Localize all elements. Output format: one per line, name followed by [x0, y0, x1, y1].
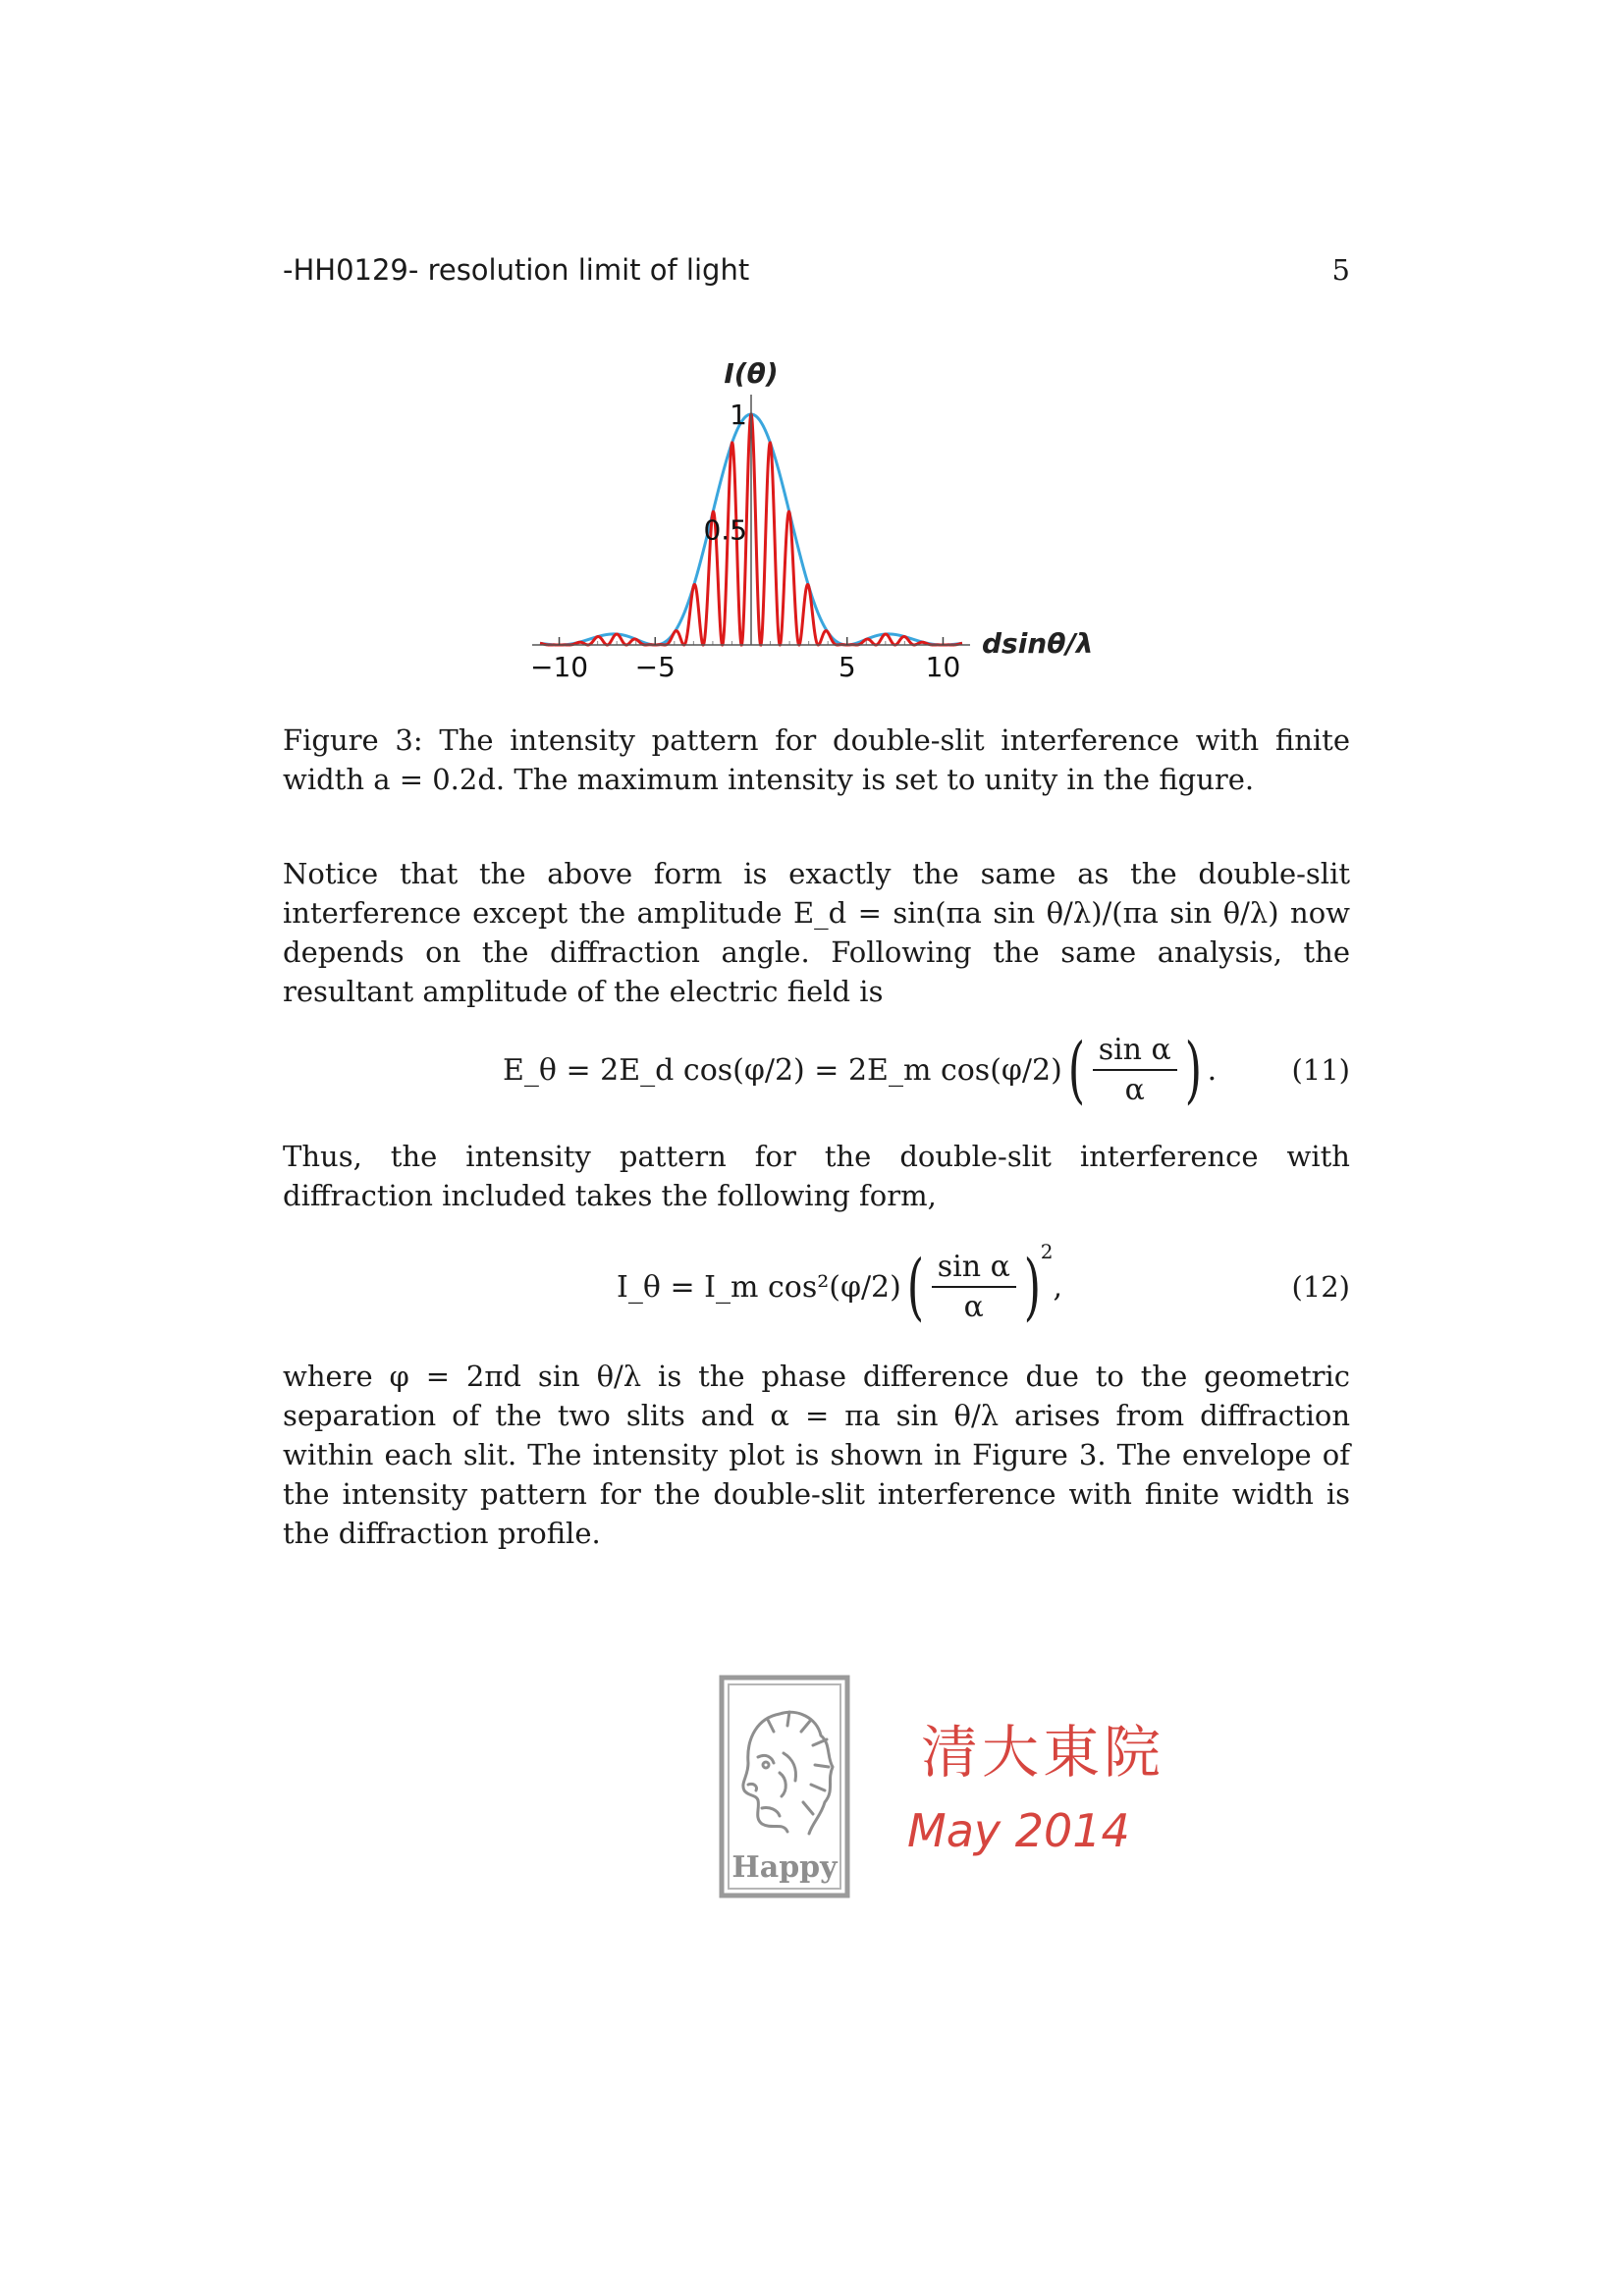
page-number: 5	[1331, 253, 1350, 287]
x-tick-labels	[530, 651, 960, 683]
fraction-denominator: α	[963, 1290, 984, 1324]
y-axis-label: I(θ)	[724, 357, 779, 390]
happy-stamp	[719, 1675, 850, 1898]
equation-12-lhs: I_θ = I_m cos²(φ/2)	[617, 1269, 901, 1305]
equation-11	[283, 1026, 1350, 1114]
fraction-numerator: sin α	[932, 1250, 1016, 1288]
paragraph-2: Thus, the intensity pattern for the double-slit interference with diffraction included takes the following form,	[283, 1140, 1350, 1212]
y-tick-label: 1	[730, 399, 747, 431]
equation-12-power: 2	[1040, 1240, 1054, 1263]
figure-caption: Figure 3: The intensity pattern for double-slit interference with finite width a = 0.2d. The maximum intensity is set to unity in the figure.	[283, 723, 1350, 796]
paragraph-3: where φ = 2πd sin θ/λ is the phase difference due to the geometric separation of the two slits and α = πa sin θ/λ arises from diffraction within each slit. The intensity plot is shown in Figure 3. The envelope of the intensity pattern for the double-slit interference with finite width is the diffraction profile.	[283, 1360, 1350, 1550]
equation-11-body	[503, 1026, 1217, 1114]
equation-12-body	[617, 1240, 1062, 1331]
equation-11-number: (11)	[1291, 1053, 1350, 1087]
signature-line-2: May 2014	[907, 1804, 1130, 1857]
stamp-text: Happy	[731, 1850, 838, 1885]
equation-12-number: (12)	[1291, 1270, 1350, 1304]
lion-stamp-icon	[719, 1675, 850, 1898]
page-header	[283, 253, 1350, 300]
x-tick-label: 10	[925, 651, 961, 683]
x-tick-label: −10	[529, 651, 589, 683]
x-axis-label: dsinθ/λ	[982, 627, 1094, 660]
running-head: -HH0129- resolution limit of light	[283, 253, 750, 287]
y-tick-labels	[703, 399, 747, 547]
x-tick-label: −5	[634, 651, 676, 683]
figure-3	[530, 346, 1100, 691]
paragraph-1: Notice that the above form is exactly the same as the double-slit interference except the amplitude E_d = sin(πa sin θ/λ)/(πa sin θ/λ) now depends on the diffraction angle. Following the same analysis, the resultant amplitude of the electric field is	[283, 857, 1350, 1008]
equation-12-fraction	[932, 1250, 1016, 1324]
signature-line-1: 清大東院	[921, 1719, 1165, 1786]
left-paren: (	[906, 1245, 924, 1329]
right-paren: )	[1023, 1245, 1041, 1329]
equation-11-tail: .	[1207, 1052, 1218, 1088]
x-tick-label: 5	[838, 651, 856, 683]
equation-12-tail: ,	[1053, 1269, 1062, 1305]
equation-11-lhs: E_θ = 2E_d cos(φ/2) = 2E_m cos(φ/2)	[503, 1052, 1062, 1088]
intensity-chart	[530, 346, 1100, 691]
fraction-denominator: α	[1124, 1073, 1145, 1107]
equation-12	[283, 1240, 1350, 1331]
left-paren: (	[1067, 1028, 1085, 1112]
fraction-numerator: sin α	[1093, 1033, 1177, 1071]
right-paren: )	[1184, 1028, 1202, 1112]
y-tick-label: 0.5	[703, 513, 747, 547]
signature	[907, 1706, 1172, 1893]
equation-11-fraction	[1093, 1033, 1177, 1107]
